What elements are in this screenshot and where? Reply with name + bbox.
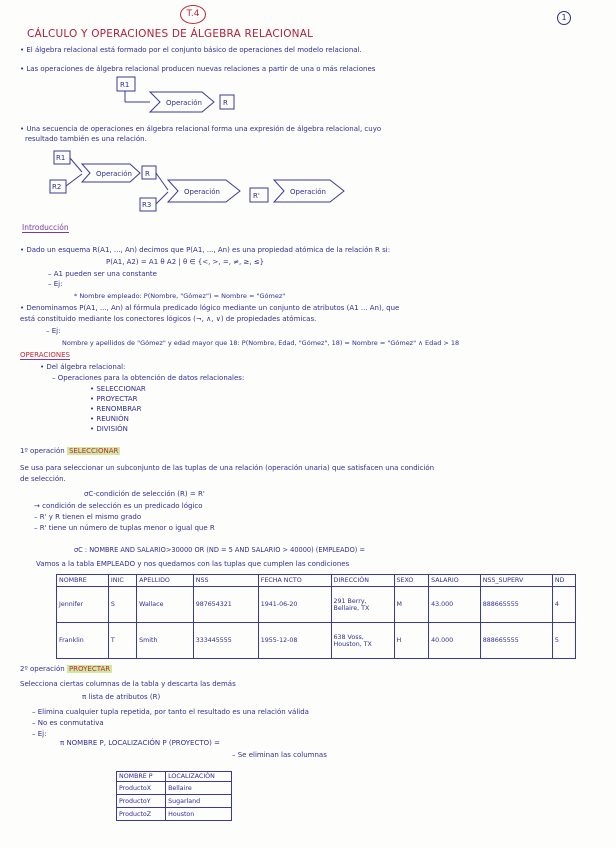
proj-line-1: Selecciona ciertas columnas de la tabla y descarta las demás (20, 680, 236, 688)
table-header-cell: NOMBRE P (117, 772, 166, 782)
intro-line-1: • Dado un esquema R(A1, ..., An) decimos que P(A1, ..., An) es una propiedad atómica de la relación R si: (20, 246, 391, 254)
table-header-cell: NSS_SUPERV (480, 575, 552, 587)
table-cell: Wallace (137, 587, 194, 623)
table-header-cell: LOCALIZACIÓN (166, 772, 232, 782)
table-header-cell: SEXO (394, 575, 429, 587)
sel-line-5: – R' y R tienen el mismo grado (34, 513, 142, 521)
svg-text:R1: R1 (56, 154, 66, 162)
op-proyectar: • PROYECTAR (90, 395, 138, 403)
op-renombrar: • RENOMBRAR (90, 405, 142, 413)
table-row (57, 623, 576, 659)
ops-line-2: – Operaciones para la obtención de datos relacionales: (52, 374, 245, 382)
table-row (117, 782, 232, 795)
project-result-table (116, 771, 232, 821)
table-cell: S (108, 587, 136, 623)
sel-line-2: de selección. (20, 475, 66, 483)
table-cell: 888665555 (480, 623, 552, 659)
table-cell: 638 Voss, Houston, TX (331, 623, 394, 659)
table-cell: T (108, 623, 136, 659)
seleccionar-prefix: 1º operación (20, 447, 65, 455)
svg-text:Operación: Operación (96, 170, 132, 178)
op-division: • DIVISIÓN (90, 425, 128, 433)
proj-note: – Se eliminan las columnas (232, 751, 327, 759)
sequence-line-2: resultado también es una relación. (25, 135, 147, 143)
table-cell: ProductoY (117, 795, 166, 808)
section-operaciones-heading: OPERACIONES (20, 351, 70, 359)
sel-formula: σC : NOMBRE AND SALARIO>30000 OR (ND = 5 AND SALARIO > 40000) (EMPLEADO) = (74, 546, 365, 554)
ops-line-1: • Del álgebra relacional: (40, 363, 126, 371)
intro-line-5: * Nombre empleado: P(Nombre, "Gómez") = Nombre = "Gómez" (74, 292, 286, 300)
table-header-cell: INIC (108, 575, 136, 587)
section-seleccionar-heading (20, 448, 120, 455)
operation-label: Operación (166, 99, 202, 107)
table-header-cell: DIRECCIÓN (331, 575, 394, 587)
table-cell: M (394, 587, 429, 623)
table-cell: 4 (552, 587, 575, 623)
intro-line-4: – Ej: (48, 280, 63, 288)
table-cell: 40.000 (429, 623, 481, 659)
table-header-row (117, 772, 232, 782)
proj-line-5: – Ej: (32, 730, 47, 738)
proj-line-4: – No es conmutativa (32, 719, 104, 727)
intro-line-7: está constituido mediante los conectores lógicos (¬, ∧, ∨) de propiedades atómicas. (20, 315, 317, 323)
intro-line-8: – Ej: (46, 327, 61, 335)
table-header-cell: NSS (193, 575, 258, 587)
topic-badge: T.4 (180, 5, 206, 24)
table-cell: 888665555 (480, 587, 552, 623)
operation-diagram-2 (46, 146, 366, 216)
section-introduccion-heading: Introducción (22, 223, 69, 232)
output-relation-label: R (223, 99, 228, 107)
table-cell: H (394, 623, 429, 659)
proj-formula: π NOMBRE P, LOCALIZACIÓN P (PROYECTO) = (60, 739, 220, 747)
seleccionar-name: SELECCIONAR (68, 447, 119, 455)
intro-line-9: Nombre y apellidos de "Gómez" y edad mayor que 18: P(Nombre, Edad, "Gómez", 18) = Nombre = "Gómez" ∧ Edad > 18 (62, 339, 460, 347)
op-seleccionar: • SELECCIONAR (90, 385, 146, 393)
table-cell: ProductoZ (117, 808, 166, 821)
table-header-cell: FECHA NCTO (258, 575, 331, 587)
employee-result-table (56, 574, 576, 659)
operation-diagram-1 (110, 74, 250, 122)
table-header-cell: SALARIO (429, 575, 481, 587)
intro-line-6: • Denominamos P(A1, ..., An) al fórmula predicado lógico mediante un conjunto de atributos (A1 ... An), que (20, 304, 400, 312)
intro-line-2: P(A1, A2) = A1 θ A2 | θ ∈ {<, >, =, ≠, ≥, ≤} (106, 258, 265, 266)
table-header-cell: APELLIDO (137, 575, 194, 587)
table-cell: Franklin (57, 623, 109, 659)
table-cell: 5 (552, 623, 575, 659)
section-proyectar-heading (20, 666, 112, 673)
table-cell: ProductoX (117, 782, 166, 795)
table-cell: 987654321 (193, 587, 258, 623)
table-cell: 333445555 (193, 623, 258, 659)
table-cell: Jennifer (57, 587, 109, 623)
proj-line-3: – Elimina cualquier tupla repetida, por tanto el resultado es una relación válida (32, 708, 309, 716)
table-row (117, 795, 232, 808)
sel-line-3: σC-condición de selección (R) = R' (84, 490, 205, 498)
page-number: 1 (557, 11, 571, 25)
table-header-cell: NOMBRE (57, 575, 109, 587)
table-cell: 43.000 (429, 587, 481, 623)
table-cell: Houston (166, 808, 232, 821)
page-title: CÁLCULO Y OPERACIONES DE ÁLGEBRA RELACIONAL (27, 28, 314, 40)
table-cell: 291 Berry, Bellaire, TX (331, 587, 394, 623)
table-cell: 1955-12-08 (258, 623, 331, 659)
op-reunion: • REUNIÓN (90, 415, 129, 423)
sel-line-6: – R' tiene un número de tuplas menor o igual que R (34, 524, 215, 532)
svg-text:R2: R2 (52, 183, 62, 191)
svg-text:R: R (145, 170, 150, 178)
table-header-row (57, 575, 576, 587)
sel-apply-text: Vamos a la tabla EMPLEADO y nos quedamos con las tuplas que cumplen las condiciones (36, 560, 350, 568)
input-relation-label: R1 (120, 81, 130, 89)
sel-line-1: Se usa para seleccionar un subconjunto de las tuplas de una relación (operación unaria) que satisfacen una condición (20, 464, 435, 472)
proj-line-2: π lista de atributos (R) (82, 693, 161, 701)
intro-bullet-1: • El álgebra relacional está formado por el conjunto básico de operaciones del modelo relacional. (20, 46, 362, 54)
intro-line-3: – A1 pueden ser una constante (48, 270, 157, 278)
svg-text:R3: R3 (142, 201, 152, 209)
table-cell: Sugarland (166, 795, 232, 808)
proyectar-name: PROYECTAR (68, 665, 111, 673)
table-cell: Bellaire (166, 782, 232, 795)
table-cell: 1941-06-20 (258, 587, 331, 623)
intro-bullet-2: • Las operaciones de álgebra relacional producen nuevas relaciones a partir de una o más relaciones (20, 65, 376, 73)
svg-text:Operación: Operación (184, 188, 220, 196)
table-row (57, 587, 576, 623)
svg-text:R': R' (253, 192, 260, 200)
svg-text:Operación: Operación (290, 188, 326, 196)
table-header-cell: ND (552, 575, 575, 587)
sel-line-4: → condición de selección es un predicado lógico (34, 502, 203, 510)
proyectar-prefix: 2º operación (20, 665, 65, 673)
table-cell: Smith (137, 623, 194, 659)
table-row (117, 808, 232, 821)
sequence-line-1: • Una secuencia de operaciones en álgebra relacional forma una expresión de álgebra relacional, cuyo (20, 125, 382, 133)
